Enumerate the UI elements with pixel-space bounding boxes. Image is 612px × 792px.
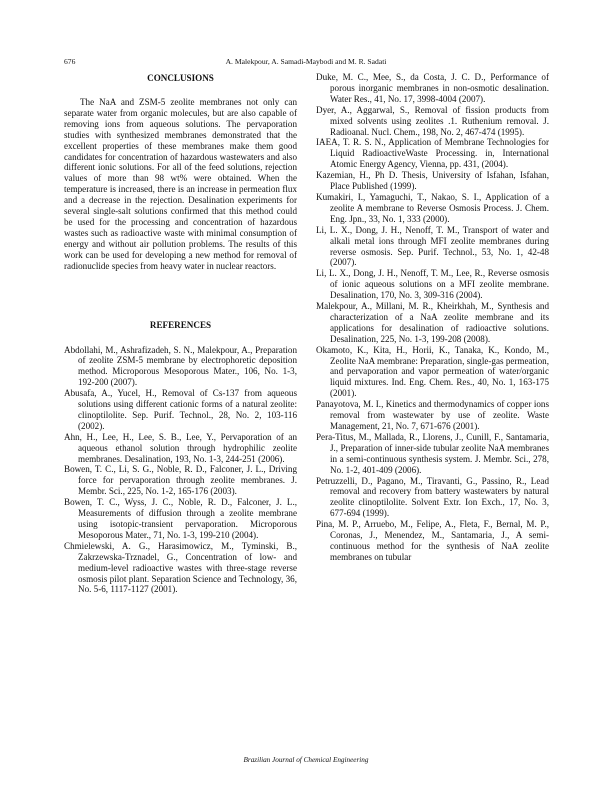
reference-item: Pera-Titus, M., Mallada, R., Llorens, J., Cunill, F., Santamaria, J., Preparation of inner-side tubular zeolite NaA membranes in a semi-continuous synthesis system. J. Membr. Sci., 278, No. 1-2, 401-409 (2006). [316, 431, 549, 475]
reference-list-left [64, 345, 297, 596]
reference-item: Dyer, A., Aggarwal, S., Removal of fission products from mixed solvents using zeolites .1. Ruthenium removal. J. Radioanal. Nucl. Chem., 198, No. 2, 467-474 (1995). [316, 104, 549, 137]
reference-item: Abdollahi, M., Ashrafizadeh, S. N., Malekpour, A., Preparation of zeolite ZSM-5 membrane by electrophoretic deposition method. Microporous Mesoporous Mater., 106, No. 1-3, 192-200 (2007). [64, 344, 297, 388]
reference-item: Bowen, T. C., Wyss, J. C., Noble, R. D., Falconer, J. L., Measurements of diffusion through a zeolite membrane using isotopic-transient pervaporation. Microporous Mesoporous Mater., 71, No. 1-3, 199-210 (2004). [64, 497, 297, 540]
left-column [64, 72, 297, 595]
reference-item: Kazemian, H., Ph D. Thesis, University of Isfahan, Isfahan, Place Published (1999). [316, 170, 549, 192]
reference-item: Kumakiri, I., Yamaguchi, T., Nakao, S. I., Application of a zeolite A membrane to Reverse Osmosis Process. J. Chem. Eng. Jpn., 33, No. 1, 333 (2000). [316, 191, 549, 224]
conclusions-paragraph: The NaA and ZSM-5 zeolite membranes not only can separate water from organic molecules, but are also capable of removing ions from aqueous solutions. The pervaporation studies with synthesized membranes demonstrated that the excellent properties of these membranes make them good candidates for concentration of hazardous wastewaters and also different ionic solutions. For all of the feed solutions, rejection values of more than 98 wt% were obtained. When the temperature is increased, there is an increase in permeation flux and a decrease in the rejection. Desalination experiments for several single-salt solutions confirmed that this method could be used for the processing and concentration of hazardous wastes such as radioactive waste with minimal consumption of energy and without air pollution problems. The results of this work can be used for developing a new method for removal of radionuclide species from heavy water in nuclear reactors. [64, 97, 297, 271]
running-authors: A. Malekpour, A. Samadi-Maybodi and M. R. Sadati [225, 57, 387, 66]
journal-footer: Brazilian Journal of Chemical Engineering [243, 756, 369, 764]
reference-item: Okamoto, K., Kita, H., Horii, K., Tanaka, K., Kondo, M., Zeolite NaA membrane: Preparation, single-gas permeation, and pervaporation and vapor permeation of water/organic liquid mixtures. Ind. Eng. Chem. Res., 40, No. 1, 163-175 (2001). [316, 344, 549, 399]
running-header [64, 57, 548, 69]
reference-item: Li, L. X., Dong, J. H., Nenoff, T. M., Transport of water and alkali metal ions through MFI zeolite membranes during reverse osmosis. Sep. Purif. Technol., 53, No. 1, 42-48 (2007). [316, 224, 549, 268]
reference-item: Pina, M. P., Arruebo, M., Felipe, A., Fleta, F., Bernal, M. P., Coronas, J., Menendez, M., Santamaria, J., A semi-continuous method for the synthesis of NaA zeolite membranes on tubular [316, 519, 549, 562]
reference-item: Duke, M. C., Mee, S., da Costa, J. C. D., Performance of porous inorganic membranes in non-osmotic desalination. Water Res., 41, No. 17, 3998-4004 (2007). [316, 72, 549, 104]
page-number: 676 [64, 57, 76, 66]
reference-item: Petruzzelli, D., Pagano, M., Tiravanti, G., Passino, R., Lead removal and recovery from battery wastewaters by natural zeolite clinoptilolite. Solvent Extr. Ion Exch., 17, No. 3, 677-694 (1999). [316, 475, 549, 519]
reference-list-right [316, 72, 549, 563]
references-heading: REFERENCES [149, 319, 212, 330]
reference-item: Abusafa, A., Yucel, H., Removal of Cs-137 from aqueous solutions using different cationic forms of a natural zeolite: clinoptilolite. Sep. Purif. Technol., 28, No. 2, 103-116 (2002). [64, 388, 297, 431]
conclusions-heading: CONCLUSIONS [147, 73, 214, 83]
reference-item: Bowen, T. C., Li, S. G., Noble, R. D., Falconer, J. L., Driving force for pervaporation through zeolite membranes. J. Membr. Sci., 225, No. 1-2, 165-176 (2003). [64, 464, 297, 497]
reference-item: Ahn, H., Lee, H., Lee, S. B., Lee, Y., Pervaporation of an aqueous ethanol solution through hydrophilic zeolite membranes. Desalination, 193, No. 1-3, 244-251 (2006). [64, 431, 297, 464]
reference-item: Chmielewski, A. G., Harasimowicz, M., Tyminski, B., Zakrzewska-Trznadel, G., Concentration of low- and medium-level radioactive wastes with three-stage reverse osmosis pilot plant. Separation Science and Technology, 36, No. 5-6, 1117-1127 (2001). [64, 540, 297, 595]
right-column [316, 72, 549, 563]
reference-item: Panayotova, M. I., Kinetics and thermodynamics of copper ions removal from wastewater by use of zeolite. Waste Management, 21, No. 7, 671-676 (2001). [316, 399, 549, 431]
reference-item: Li, L. X., Dong, J. H., Nenoff, T. M., Lee, R., Reverse osmosis of ionic aqueous solutions on a MFI zeolite membrane. Desalination, 170, No. 3, 309-316 (2004). [316, 268, 549, 301]
reference-item: IAEA, T. R. S. N., Application of Membrane Technologies for Liquid RadioactiveWaste Processing. in, International Atomic Energy Agency, Vienna, pp. 431, (2004). [316, 137, 549, 170]
reference-item: Malekpour, A., Millani, M. R., Kheirkhah, M., Synthesis and characterization of a NaA zeolite membrane and its applications for desalination of radioactive solutions. Desalination, 225, No. 1-3, 199-208 (2008). [316, 301, 549, 344]
